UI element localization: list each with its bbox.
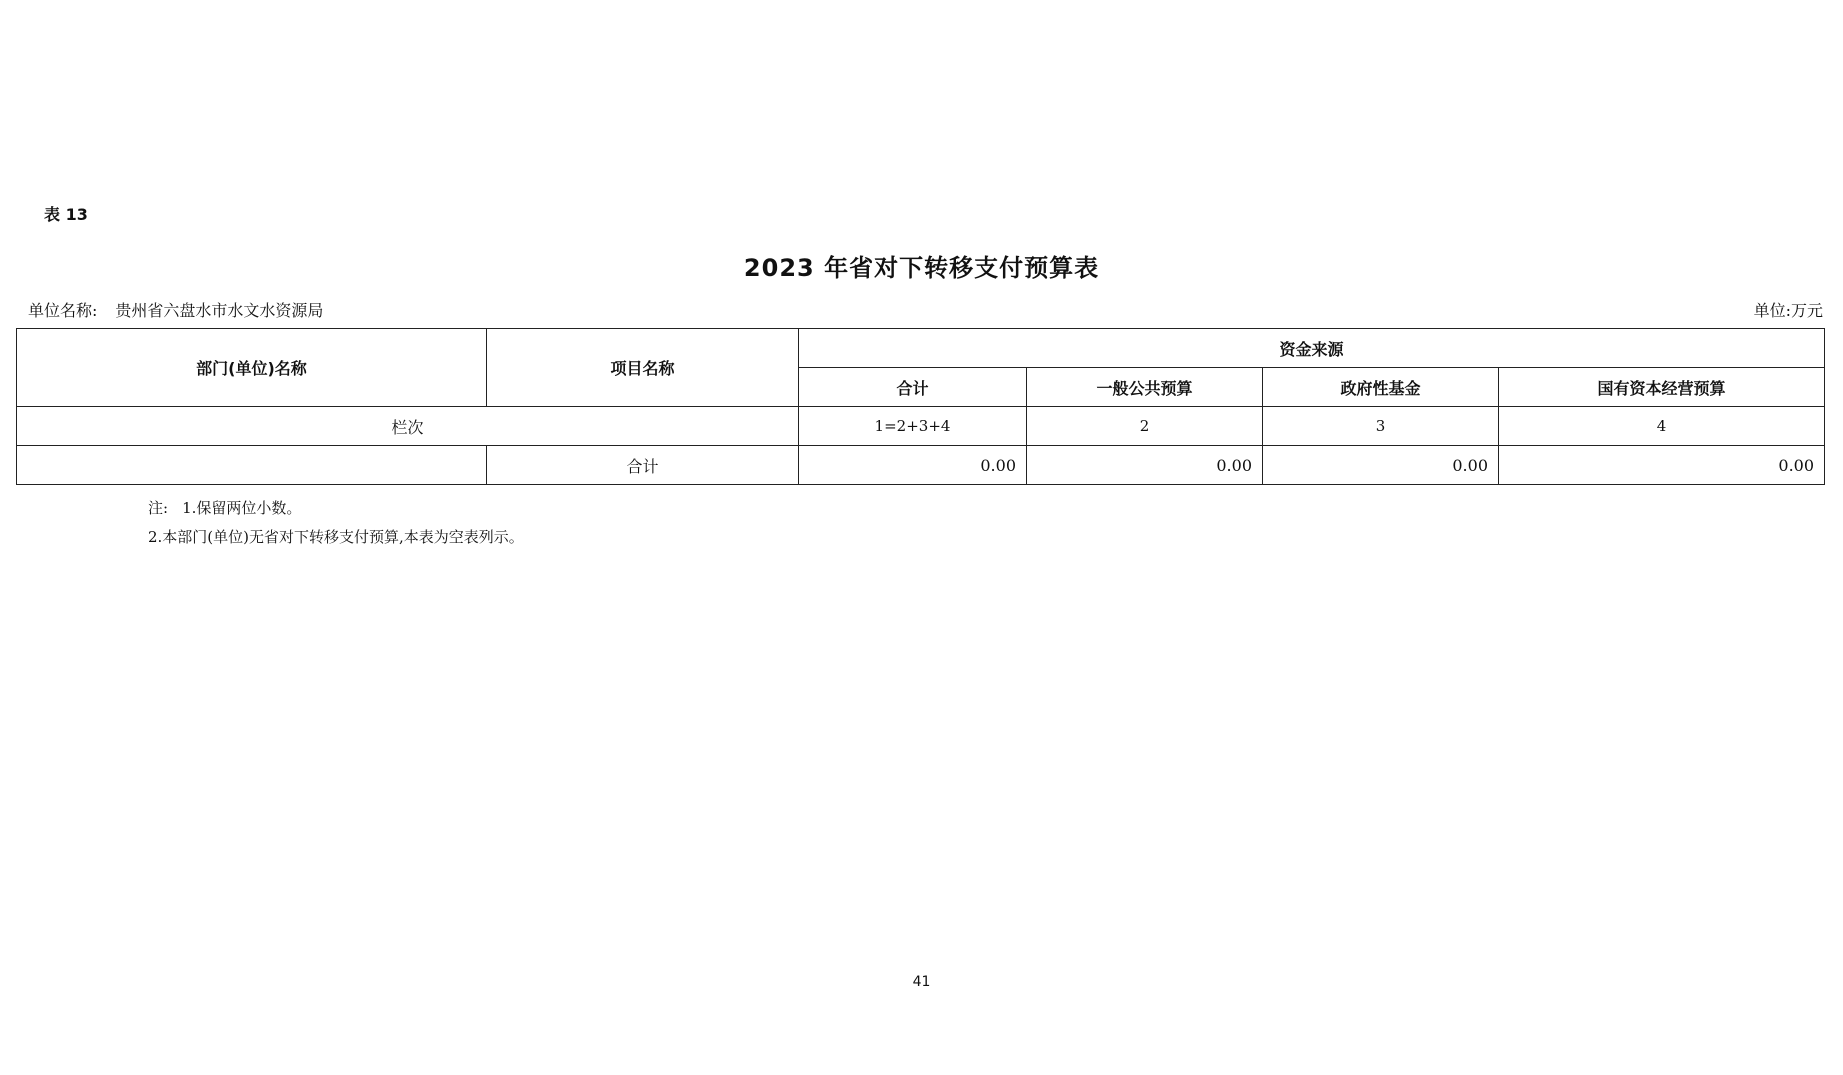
note-line-2 bbox=[148, 523, 524, 552]
total-row-department bbox=[17, 446, 487, 485]
total-row-general-public-budget: 0.00 bbox=[1027, 446, 1263, 485]
column-index-label: 栏次 bbox=[17, 407, 799, 446]
total-row bbox=[17, 446, 1825, 485]
note-line-1 bbox=[148, 494, 524, 523]
table-number: 表 13 bbox=[44, 205, 88, 224]
column-index-total: 1=2+3+4 bbox=[799, 407, 1027, 446]
header-row-1 bbox=[17, 329, 1825, 368]
total-row-total: 0.00 bbox=[799, 446, 1027, 485]
header-total: 合计 bbox=[799, 368, 1027, 407]
note-prefix: 注: bbox=[148, 499, 169, 517]
column-index-government-fund: 3 bbox=[1263, 407, 1499, 446]
header-fund-source: 资金来源 bbox=[799, 329, 1825, 368]
page-number: 41 bbox=[912, 974, 931, 990]
header-project: 项目名称 bbox=[487, 329, 799, 407]
total-row-project: 合计 bbox=[487, 446, 799, 485]
unit-name-label: 单位名称: bbox=[28, 301, 98, 320]
header-general-public-budget: 一般公共预算 bbox=[1027, 368, 1263, 407]
unit-name-line bbox=[28, 298, 323, 321]
note-item-2: 2.本部门(单位)无省对下转移支付预算,本表为空表列示。 bbox=[148, 528, 524, 546]
total-row-state-capital-budget: 0.00 bbox=[1499, 446, 1825, 485]
header-government-fund: 政府性基金 bbox=[1263, 368, 1499, 407]
column-index-row bbox=[17, 407, 1825, 446]
header-department: 部门(单位)名称 bbox=[17, 329, 487, 407]
budget-table bbox=[16, 328, 1825, 485]
currency-unit: 单位:万元 bbox=[1753, 301, 1823, 320]
column-index-state-capital-budget: 4 bbox=[1499, 407, 1825, 446]
header-state-capital-budget: 国有资本经营预算 bbox=[1499, 368, 1825, 407]
unit-name-value: 贵州省六盘水市水文水资源局 bbox=[115, 301, 324, 320]
total-row-government-fund: 0.00 bbox=[1263, 446, 1499, 485]
notes bbox=[148, 494, 524, 552]
document-title: 2023 年省对下转移支付预算表 bbox=[743, 254, 1100, 282]
note-item-1: 1.保留两位小数。 bbox=[182, 499, 302, 517]
column-index-general-public-budget: 2 bbox=[1027, 407, 1263, 446]
